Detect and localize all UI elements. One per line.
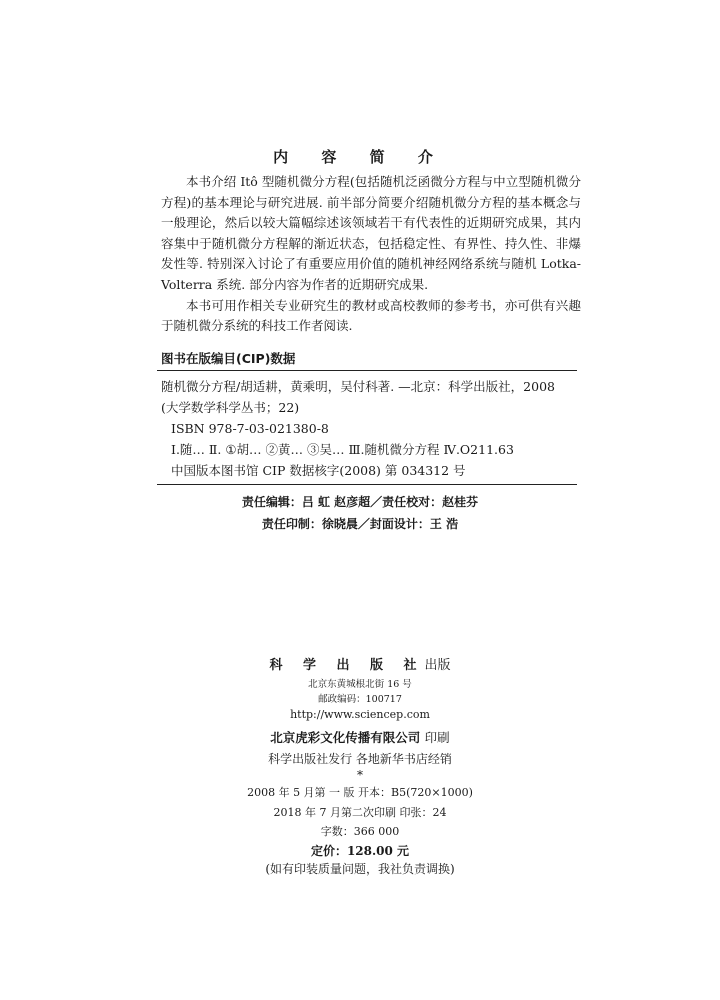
cip-bibliographic-line: 随机微分方程/胡适耕，黄乘明，吴付科著. —北京：科学出版社，2008 xyxy=(161,379,555,394)
cip-series-line: (大学数学科学丛书；22) xyxy=(161,400,300,415)
cip-record xyxy=(161,376,577,481)
printer-suffix: 印刷 xyxy=(424,730,450,745)
abstract-title: 内 容 简 介 xyxy=(273,148,447,166)
word-count: 字数：366 000 xyxy=(320,825,400,838)
credits-line-1: 责任编辑：吕 虹 赵彦超／责任校对：赵桂芬 xyxy=(241,495,479,509)
publisher-name: 科 学 出 版 社 xyxy=(269,658,425,673)
publisher-address: 北京东黄城根北街 16 号 xyxy=(308,679,412,690)
publisher-suffix: 出版 xyxy=(424,658,451,673)
cip-verification-line: 中国版本图书馆 CIP 数据核字(2008) 第 034312 号 xyxy=(171,463,466,478)
separator-star: * xyxy=(357,768,363,782)
distribution-line: 科学出版社发行 各地新华书店经销 xyxy=(268,752,452,766)
abstract-paragraph-1: 本书介绍 Itô 型随机微分方程(包括随机泛函微分方程与中立型随机微分方程)的基本理论与研究进展. 前半部分简要介绍随机微分方程的基本概念与一般理论，然后以较大篇幅综述该领域若干有代表性的近期研究成果，其内容集中于随机微分方程解的渐近状态，包括稳定性、有界性、持久性、非爆发性等. 特别深入讨论了有重要应用价值的随机神经网络系统与随机 Lotka-Volterra 系统. 部分内容为作者的近期研究成果. xyxy=(161,174,581,292)
cip-bottom-rule xyxy=(157,484,577,485)
edition-line-1: 2008 年 5 月第 一 版 开本：B5(720×1000) xyxy=(247,786,473,799)
cip-top-rule xyxy=(157,370,577,371)
abstract-body xyxy=(161,172,581,337)
cip-subject-line: Ⅰ.随… Ⅱ. ①胡… ②黄… ③吴… Ⅲ.随机微分方程 Ⅳ.O211.63 xyxy=(171,442,514,457)
credits-line-2: 责任印制：徐晓晨／封面设计：王 浩 xyxy=(261,517,459,531)
price: 定价：128.00 元 xyxy=(310,843,410,858)
colophon xyxy=(0,655,720,878)
cip-heading: 图书在版编目(CIP)数据 xyxy=(161,351,296,366)
quality-note: (如有印装质量问题，我社负责调换) xyxy=(265,861,455,876)
printer-name: 北京虎彩文化传播有限公司 xyxy=(270,730,421,745)
publisher-url: http://www.sciencep.com xyxy=(290,708,430,721)
publisher-postcode: 邮政编码：100717 xyxy=(318,694,402,705)
publisher-line xyxy=(0,655,720,677)
abstract-paragraph-2: 本书可用作相关专业研究生的教材或高校教师的参考书，亦可供有兴趣于随机微分系统的科技工作者阅读. xyxy=(161,297,581,334)
edition-line-2: 2018 年 7 月第二次印刷 印张：24 xyxy=(273,805,447,819)
editorial-credits xyxy=(0,491,720,535)
printer-line xyxy=(0,727,720,749)
cip-isbn-line: ISBN 978-7-03-021380-8 xyxy=(171,421,329,436)
